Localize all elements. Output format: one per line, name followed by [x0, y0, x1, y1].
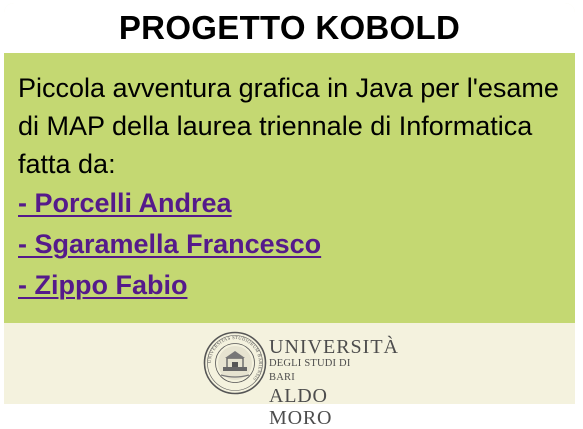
info-card [4, 3, 575, 429]
university-name: UNIVERSITÀ [269, 336, 399, 358]
university-logo [203, 331, 399, 429]
page-title: PROGETTO KOBOLD [118, 9, 461, 46]
university-name-block [269, 336, 399, 429]
university-subtitle: DEGLI STUDI DI BARI [269, 358, 351, 383]
card-footer [4, 323, 575, 429]
authors-list [18, 183, 321, 306]
list-item [18, 224, 321, 265]
author-link-zippo[interactable]: - Zippo Fabio [18, 270, 188, 300]
list-item [18, 183, 321, 224]
author-link-sgaramella[interactable]: - Sgaramella Francesco [18, 229, 322, 259]
author-link-porcelli[interactable]: - Porcelli Andrea [18, 188, 232, 218]
seal-text: UNIVERSITAS STUDIORUM BARIENSIS [206, 334, 264, 382]
project-description: Piccola avventura grafica in Java per l'esame di MAP della laurea triennale di Informatica fatta da: [18, 73, 559, 179]
list-item [18, 265, 321, 306]
card-header [4, 3, 575, 53]
university-dedication: ALDO MORO [269, 385, 333, 429]
card-body [4, 53, 575, 323]
university-seal-icon [203, 331, 267, 395]
